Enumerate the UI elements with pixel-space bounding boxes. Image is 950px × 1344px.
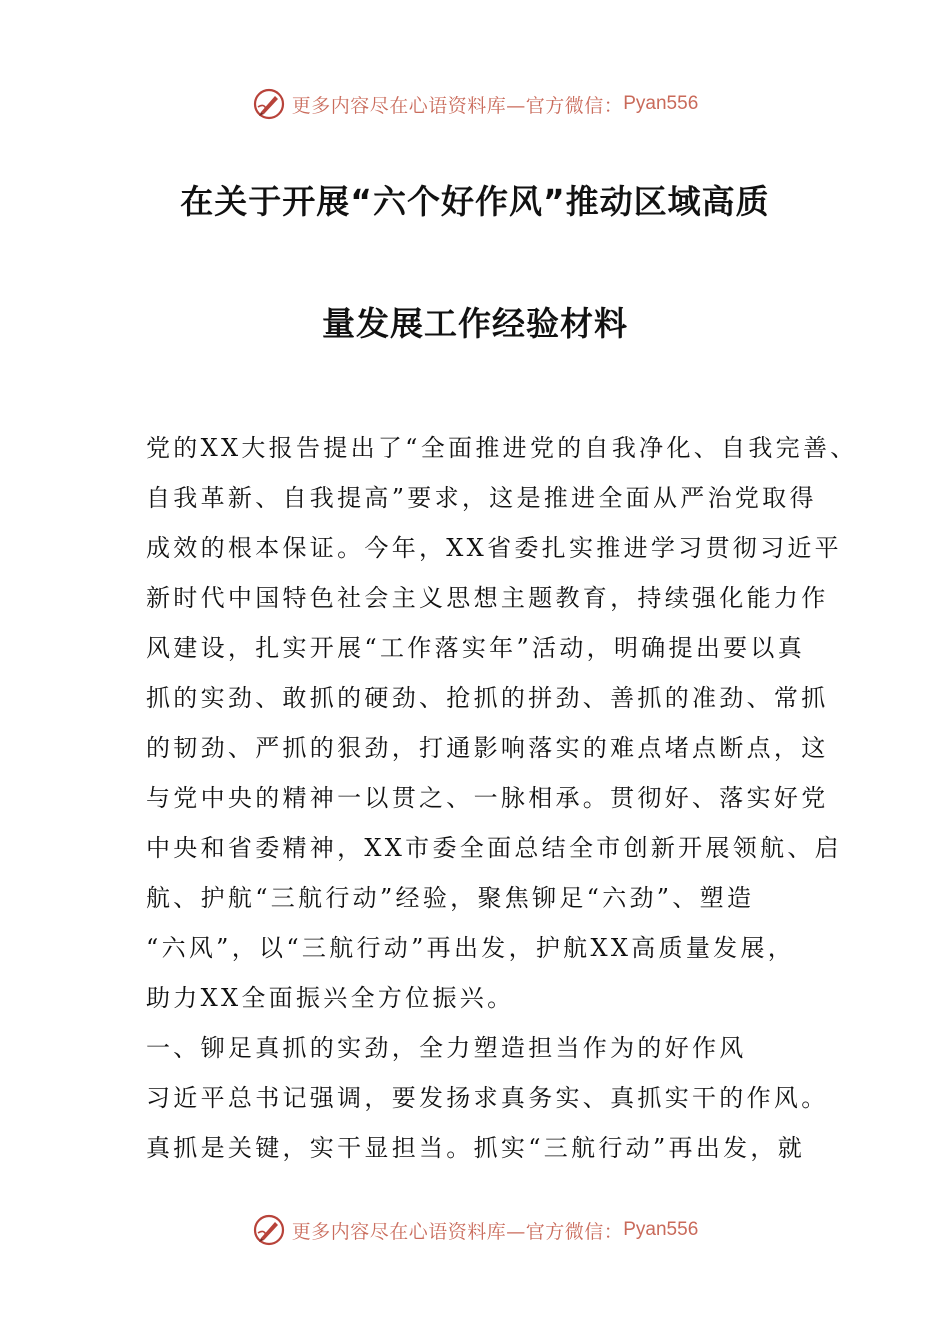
section-heading: 一、铆足真抓的实劲，全力塑造担当作为的好作风 <box>146 1034 747 1062</box>
body-line: 新时代中国特色社会主义思想主题教育，持续强化能力作 <box>146 584 829 612</box>
body-line: 抓的实劲、敢抓的硬劲、抢抓的拼劲、善抓的准劲、常抓 <box>146 684 829 712</box>
header-watermark-banner <box>0 84 950 124</box>
body-line: 航、护航“三航行动”经验，聚焦铆足“六劲”、塑造 <box>146 884 755 912</box>
footer-watermark-banner <box>0 1210 950 1250</box>
body-line: 成效的根本保证。今年，XX省委扎实推进学习贯彻习近平 <box>146 534 842 562</box>
body-line: 习近平总书记强调，要发扬求真务实、真抓实干的作风。 <box>146 1084 829 1112</box>
pen-logo-icon <box>252 1213 286 1247</box>
body-line: 风建设，扎实开展“工作落实年”活动，明确提出要以真 <box>146 634 806 662</box>
body-line: 党的XX大报告提出了“全面推进党的自我净化、自我完善、 <box>146 434 858 462</box>
watermark-text: 更多内容尽在心语资料库—官方微信： <box>291 1220 624 1243</box>
body-line: 助力XX全面振兴全方位振兴。 <box>146 984 515 1012</box>
document-title-line-2: 量发展工作经验材料 <box>322 304 628 343</box>
body-line: 与党中央的精神一以贯之、一脉相承。贯彻好、落实好党 <box>146 784 829 812</box>
wechat-id: Pyan556 <box>623 1219 699 1240</box>
body-line: 真抓是关键，实干显担当。抓实“三航行动”再出发，就 <box>146 1134 806 1162</box>
document-body <box>146 428 858 1178</box>
wechat-id: Pyan556 <box>623 93 699 114</box>
watermark-text: 更多内容尽在心语资料库—官方微信： <box>291 94 624 117</box>
body-line: “六风”，以“三航行动”再出发，护航XX高质量发展， <box>146 934 796 962</box>
body-line: 自我革新、自我提高”要求，这是推进全面从严治党取得 <box>146 484 817 512</box>
pen-logo-icon <box>252 87 286 121</box>
body-line: 的韧劲、严抓的狠劲，打通影响落实的难点堵点断点，这 <box>146 734 829 762</box>
document-title-line-1: 在关于开展“六个好作风”推动区域高质 <box>180 182 770 221</box>
body-line: 中央和省委精神，XX市委全面总结全市创新开展领航、启 <box>146 834 842 862</box>
